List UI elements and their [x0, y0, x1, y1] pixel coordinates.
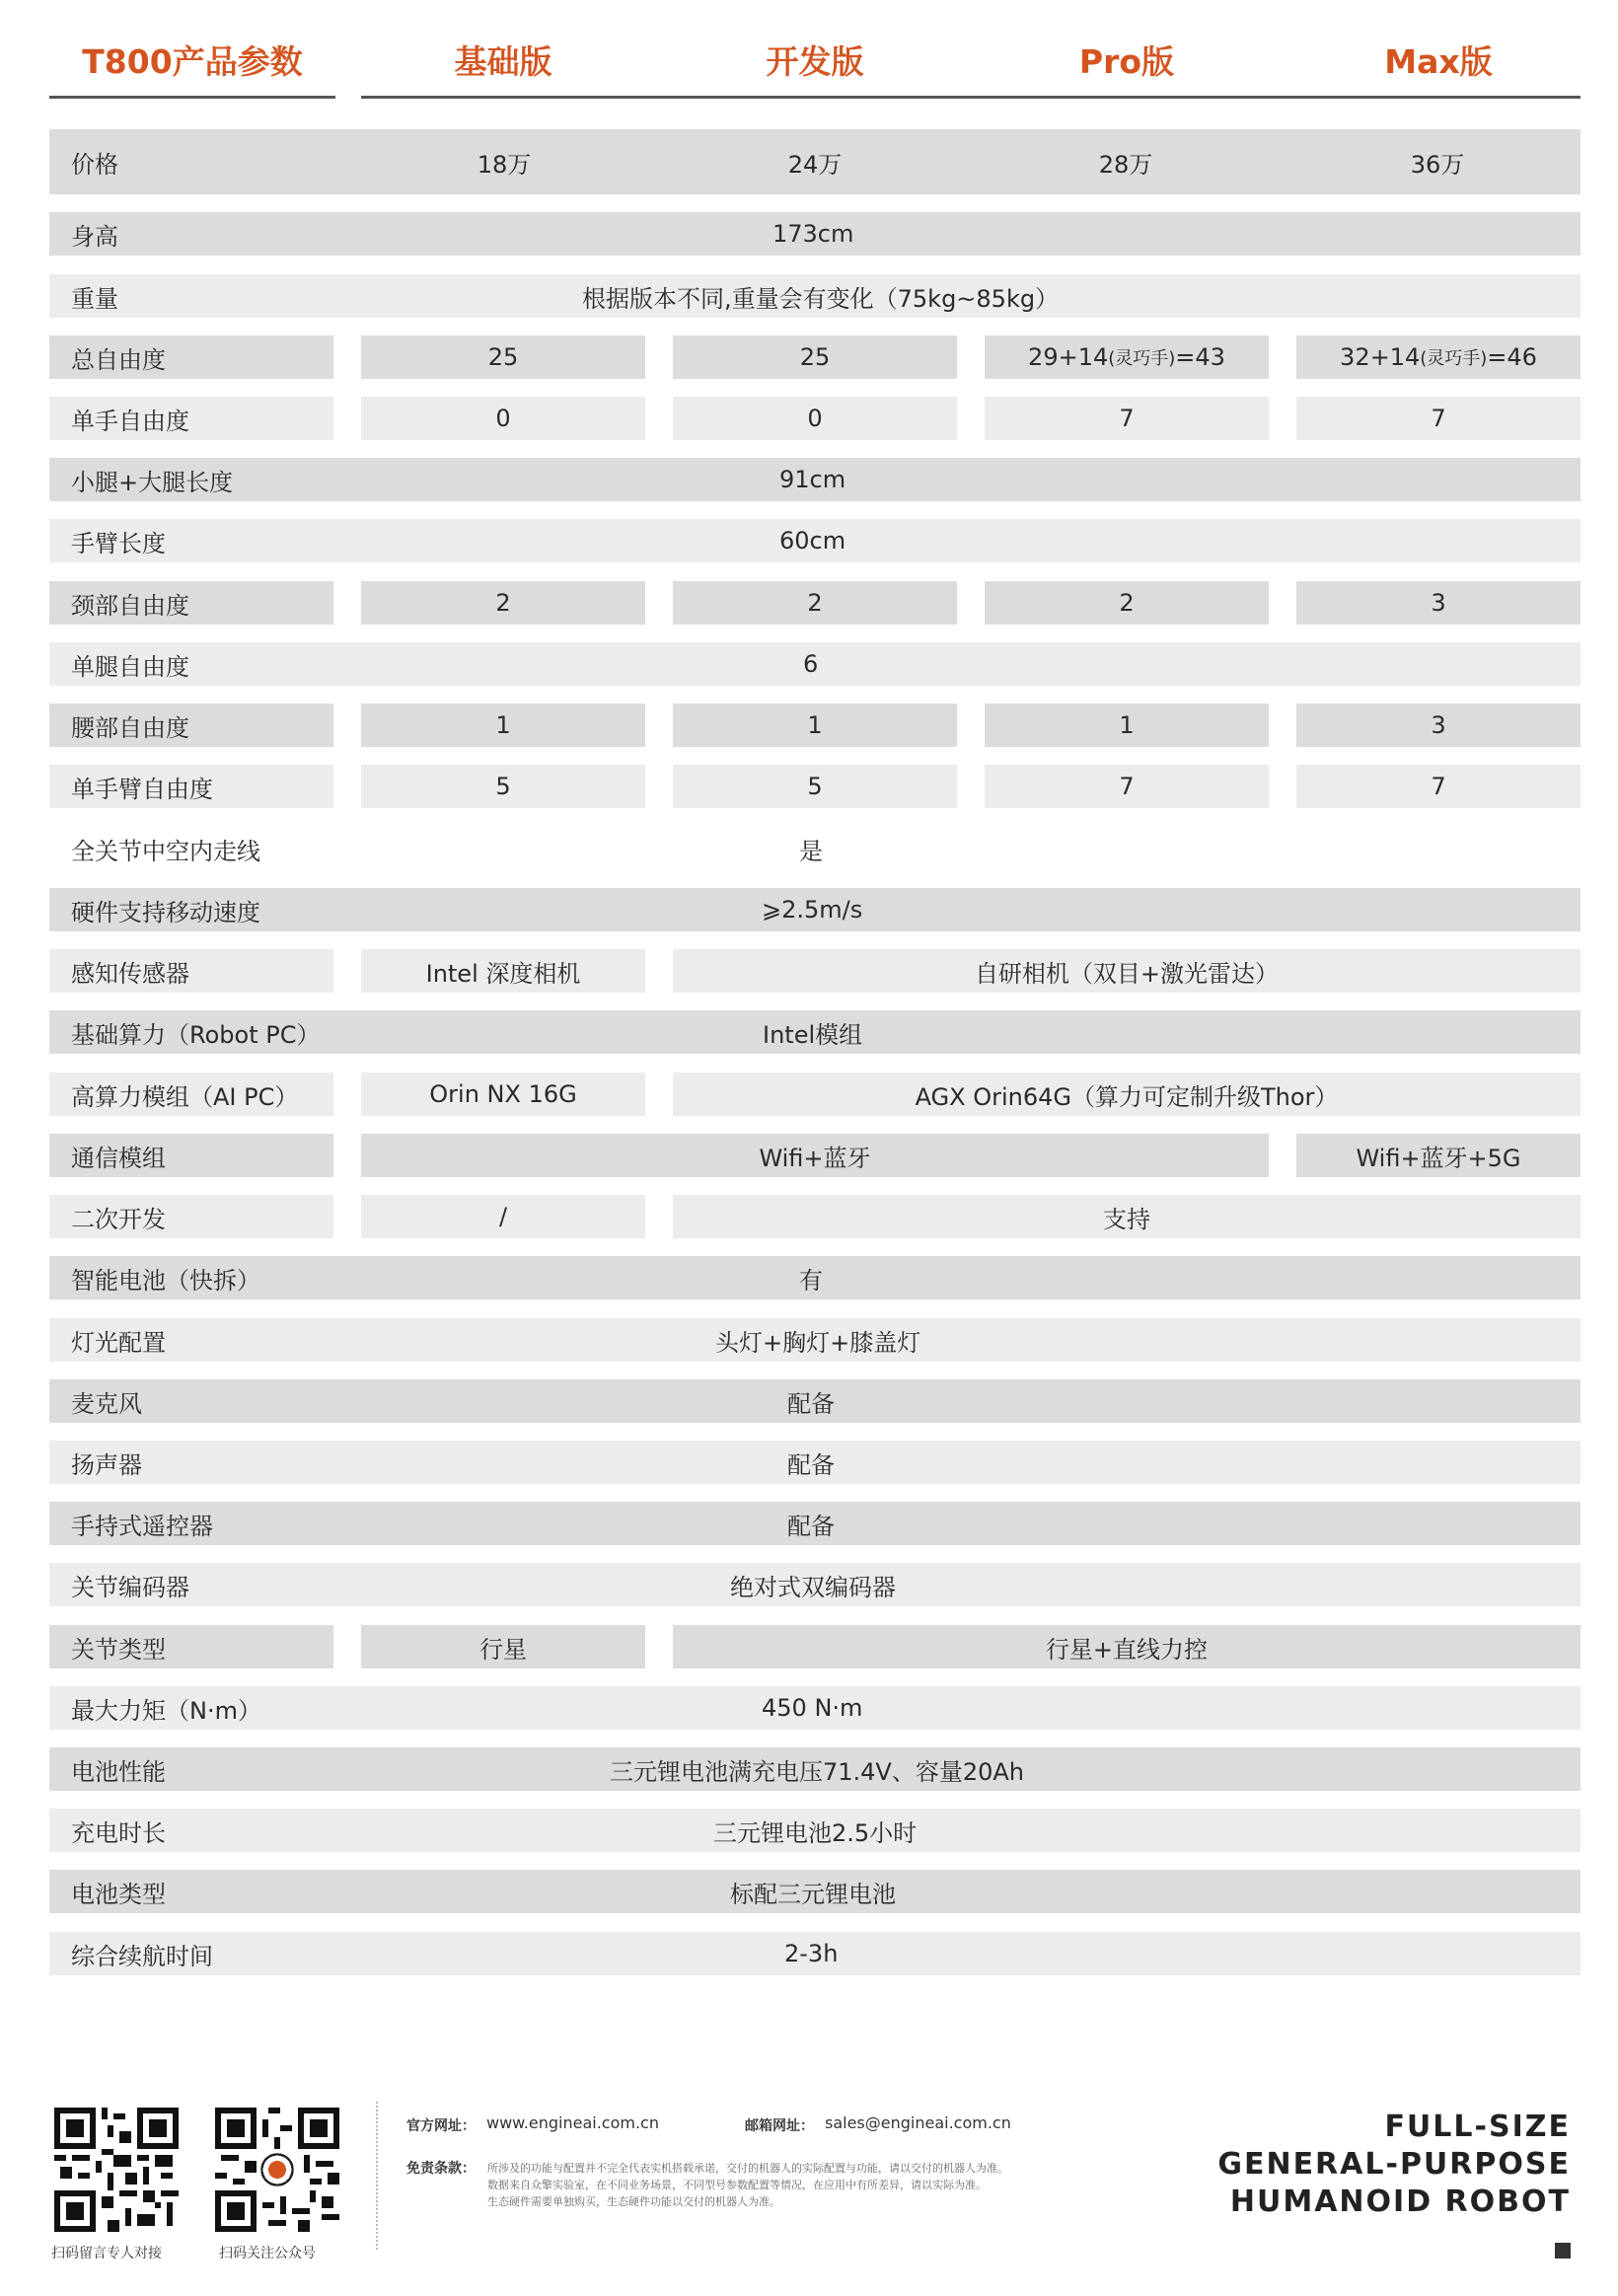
- footer-divider: [376, 2102, 378, 2250]
- row-label-speed: 硬件支持移动速度: [49, 888, 335, 931]
- waist-dof-max: 3: [1296, 704, 1581, 747]
- dev2-rest: 支持: [673, 1195, 1581, 1238]
- height-value: 173cm: [335, 212, 1581, 256]
- mic-value: 配备: [335, 1379, 1581, 1423]
- neck-dof-max: 3: [1296, 581, 1581, 625]
- row-label-dev2: 二次开发: [49, 1195, 333, 1238]
- base-compute-value: Intel模组: [335, 1010, 1581, 1054]
- joint-type-basic: 行星: [361, 1625, 645, 1668]
- row-label-neck-dof: 颈部自由度: [49, 581, 333, 625]
- price-basic: 18万: [335, 129, 673, 194]
- row-label-battery-type: 电池类型: [49, 1870, 335, 1913]
- encoder-value: 绝对式双编码器: [335, 1563, 1581, 1606]
- remote-value: 配备: [335, 1502, 1581, 1545]
- row-label-hollow-wiring: 全关节中空内走线: [71, 837, 260, 865]
- disclaimer-label: 免责条款：: [406, 2161, 476, 2177]
- price-pro: 28万: [957, 129, 1294, 194]
- total-dof-pro-total: =43: [1175, 343, 1225, 371]
- hand-dof-pro: 7: [985, 397, 1269, 440]
- neck-dof-basic: 2: [361, 581, 645, 625]
- row-label-arm-length: 手臂长度: [49, 519, 335, 562]
- price-dev: 24万: [673, 129, 957, 194]
- joint-type-rest: 行星+直线力控: [673, 1625, 1581, 1668]
- website-label: 官方网址：: [406, 2118, 476, 2134]
- disclaimer-line-3: 生态硬件需要单独购买，生态硬件功能以交付的机器人为准。: [487, 2195, 780, 2208]
- slogan-line-3: HUMANOID ROBOT: [1229, 2185, 1571, 2219]
- sensor-rest: 自研相机（双目+激光雷达）: [673, 949, 1581, 993]
- row-label-encoder: 关节编码器: [49, 1563, 335, 1606]
- torque-value: 450 N·m: [335, 1686, 1581, 1730]
- disclaimer-line-2: 数据来自众擎实验室，在不同业务场景，不同型号参数配置等情况，在应用中有所差异，请以实际为准。: [487, 2179, 987, 2191]
- row-label-base-compute: 基础算力（Robot PC）: [49, 1010, 335, 1054]
- row-label-leg-length: 小腿+大腿长度: [49, 458, 335, 501]
- table-title: T800产品参数: [82, 41, 303, 81]
- row-label-remote: 手持式遥控器: [49, 1502, 335, 1545]
- total-dof-basic: 25: [361, 335, 645, 379]
- row-label-weight: 重量: [49, 274, 335, 318]
- row-label-battery-perf: 电池性能: [49, 1747, 335, 1791]
- total-dof-pro-sum: 29+14: [1028, 343, 1109, 371]
- row-label-height: 身高: [49, 212, 335, 256]
- leg-dof-value: 6: [335, 642, 1581, 686]
- waist-dof-basic: 1: [361, 704, 645, 747]
- row-label-leg-dof: 单腿自由度: [49, 642, 335, 686]
- total-dof-max-note: (灵巧手): [1420, 348, 1488, 369]
- row-label-arm-dof: 单手臂自由度: [49, 765, 333, 808]
- row-label-joint-type: 关节类型: [49, 1625, 333, 1668]
- row-label-high-compute: 高算力模组（AI PC）: [49, 1073, 333, 1116]
- row-label-speaker: 扬声器: [49, 1441, 335, 1484]
- weight-value: 根据版本不同,重量会有变化（75kg~85kg）: [335, 274, 1581, 318]
- endurance-value: 2-3h: [335, 1932, 1581, 1975]
- website-link[interactable]: www.engineai.com.cn: [486, 2113, 659, 2132]
- speaker-value: 配备: [335, 1441, 1581, 1484]
- row-label-total-dof: 总自由度: [49, 335, 333, 379]
- row-label-torque: 最大力矩（N·m）: [49, 1686, 335, 1730]
- total-dof-max-sum: 32+14: [1340, 343, 1421, 371]
- hand-dof-dev: 0: [673, 397, 957, 440]
- total-dof-max: [1296, 335, 1581, 379]
- high-compute-basic: Orin NX 16G: [361, 1073, 645, 1116]
- row-label-sensor: 感知传感器: [49, 949, 333, 993]
- hollow-wiring-value: 是: [799, 837, 823, 865]
- neck-dof-dev: 2: [673, 581, 957, 625]
- speed-value: ⩾2.5m/s: [335, 888, 1581, 931]
- arm-dof-basic: 5: [361, 765, 645, 808]
- header-underline-left: [49, 96, 335, 99]
- qr-code-wechat: [215, 2108, 339, 2232]
- column-header-max: Max版: [1384, 41, 1493, 81]
- hand-dof-max: 7: [1296, 397, 1581, 440]
- waist-dof-pro: 1: [985, 704, 1269, 747]
- slogan-line-2: GENERAL-PURPOSE: [1217, 2147, 1571, 2182]
- dev2-basic: /: [361, 1195, 645, 1238]
- row-label-price: 价格: [49, 129, 335, 194]
- arm-dof-dev: 5: [673, 765, 957, 808]
- total-dof-pro: [985, 335, 1269, 379]
- comm-max: Wifi+蓝牙+5G: [1296, 1134, 1581, 1177]
- header-underline-right: [361, 96, 1581, 99]
- qr-code-contact: [54, 2108, 179, 2232]
- row-label-hand-dof: 单手自由度: [49, 397, 333, 440]
- total-dof-dev: 25: [673, 335, 957, 379]
- disclaimer-line-1: 所涉及的功能与配置并不完全代表实机搭载承诺，交付的机器人的实际配置与功能，请以交付的机器人为准。: [487, 2162, 1008, 2175]
- column-header-dev: 开发版: [766, 41, 864, 81]
- email-link[interactable]: sales@engineai.com.cn: [825, 2113, 1011, 2132]
- qr-wechat-caption: 扫码关注公众号: [219, 2246, 316, 2261]
- charge-time-value: 三元锂电池2.5小时: [335, 1809, 1581, 1852]
- lights-value: 头灯+胸灯+膝盖灯: [335, 1318, 1581, 1362]
- battery-type-value: 标配三元锂电池: [335, 1870, 1581, 1913]
- qr-contact-caption: 扫码留言专人对接: [51, 2246, 162, 2261]
- price-max: 36万: [1294, 129, 1581, 194]
- battery-perf-value: 三元锂电池满充电压71.4V、容量20Ah: [335, 1747, 1581, 1791]
- battery-smart-value: 有: [335, 1256, 1581, 1299]
- row-label-comm: 通信模组: [49, 1134, 333, 1177]
- row-label-charge-time: 充电时长: [49, 1809, 335, 1852]
- column-header-pro: Pro版: [1078, 41, 1175, 81]
- neck-dof-pro: 2: [985, 581, 1269, 625]
- row-label-lights: 灯光配置: [49, 1318, 335, 1362]
- arm-dof-max: 7: [1296, 765, 1581, 808]
- total-dof-max-total: =46: [1487, 343, 1537, 371]
- email-label: 邮箱网址：: [745, 2118, 814, 2134]
- waist-dof-dev: 1: [673, 704, 957, 747]
- corner-square-mark: [1555, 2243, 1571, 2259]
- row-label-waist-dof: 腰部自由度: [49, 704, 333, 747]
- sensor-basic: Intel 深度相机: [361, 949, 645, 993]
- column-header-basic: 基础版: [454, 41, 552, 81]
- high-compute-rest: AGX Orin64G（算力可定制升级Thor）: [673, 1073, 1581, 1116]
- comm-first3: Wifi+蓝牙: [361, 1134, 1269, 1177]
- arm-length-value: 60cm: [335, 519, 1581, 562]
- arm-dof-pro: 7: [985, 765, 1269, 808]
- row-label-battery-smart: 智能电池（快拆）: [49, 1256, 335, 1299]
- hand-dof-basic: 0: [361, 397, 645, 440]
- row-label-mic: 麦克风: [49, 1379, 335, 1423]
- leg-length-value: 91cm: [335, 458, 1581, 501]
- total-dof-pro-note: (灵巧手): [1108, 348, 1176, 369]
- slogan-line-1: FULL-SIZE: [1384, 2110, 1571, 2144]
- row-label-endurance: 综合续航时间: [49, 1932, 335, 1975]
